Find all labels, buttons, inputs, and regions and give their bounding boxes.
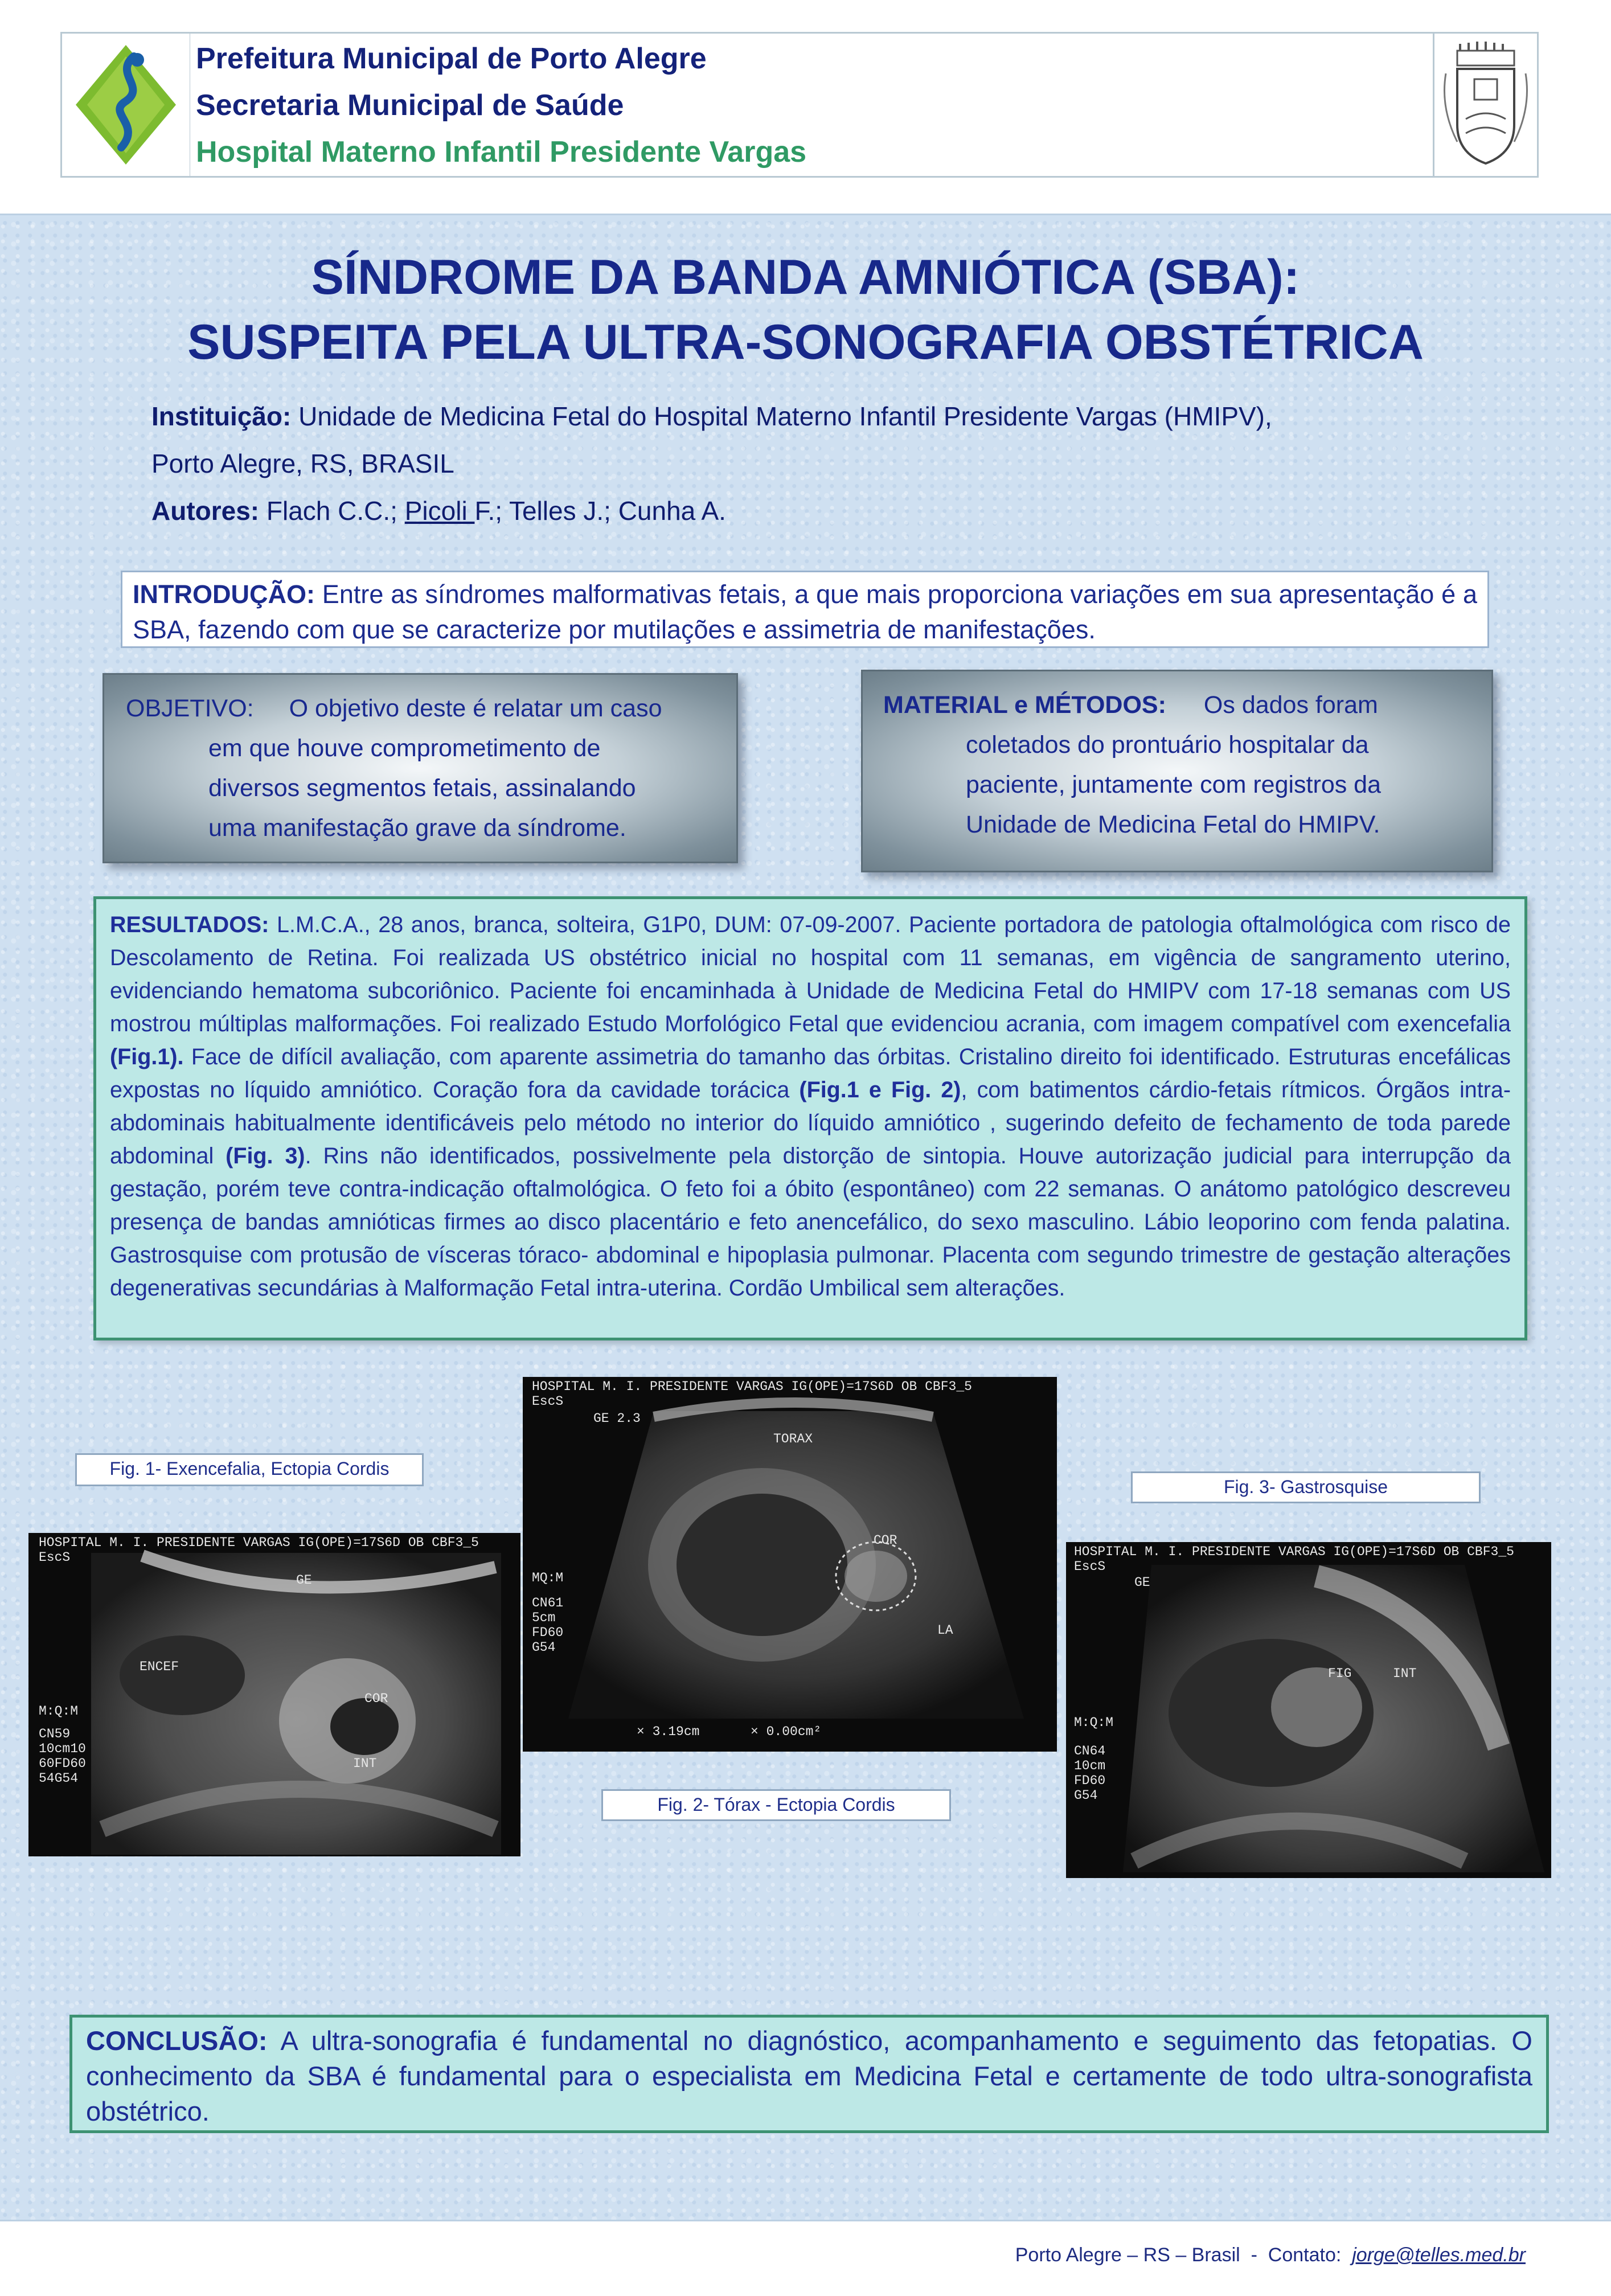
- footer: [0, 2220, 1611, 2296]
- objective-box: [103, 673, 738, 863]
- fig2-mq: MQ:M: [532, 1571, 564, 1585]
- green-diamond-logo-icon: [62, 34, 190, 176]
- results-text-2: Face de difícil avaliação, com aparente assimetria do tamanho das órbitas. Cristalino direito foi identificado. Estruturas encefálicas expostas no líquido amniótico. Coração fora da cavidade torácica: [110, 1044, 1511, 1102]
- introduction-box: [121, 571, 1489, 648]
- title-line-2: SUSPEITA PELA ULTRA-SONOGRAFIA OBSTÉTRICA: [187, 315, 1424, 370]
- institution-authors: [151, 393, 1518, 535]
- fig2-header-text: HOSPITAL M. I. PRESIDENTE VARGAS IG(OPE)=17S6D OB CBF3_5: [532, 1379, 972, 1394]
- methods-line-3: paciente, juntamente com registros da: [966, 771, 1382, 798]
- institution-city: Porto Alegre, RS, BRASIL: [151, 449, 454, 478]
- footer-contact: [1015, 2244, 1526, 2266]
- objective-label: OBJETIVO:: [126, 695, 254, 722]
- authors-text-a: Flach C.C.;: [259, 496, 405, 526]
- title-line-1: SÍNDROME DA BANDA AMNIÓTICA (SBA):: [311, 250, 1300, 305]
- figure-3-caption: Fig. 3- Gastrosquise: [1131, 1471, 1481, 1503]
- contact-email-link[interactable]: jorge@telles.med.br: [1352, 2244, 1526, 2266]
- fig2-measure-1: × 3.19cm: [637, 1724, 700, 1739]
- methods-label: MATERIAL e MÉTODOS:: [883, 691, 1166, 719]
- results-ref-fig1-2: (Fig.1 e Fig. 2): [799, 1077, 961, 1102]
- fig2-label-torax: TORAX: [773, 1432, 813, 1446]
- methods-line-2: coletados do prontuário hospitalar da: [966, 731, 1369, 758]
- objective-line-3: diversos segmentos fetais, assinalando: [208, 774, 636, 802]
- institution-line: [151, 393, 1518, 440]
- city-logo: [1433, 32, 1539, 178]
- objective-text-1: O objetivo deste é relatar um caso: [289, 695, 662, 722]
- fig3-param-2: 10cm: [1074, 1758, 1106, 1773]
- fig1-param-1: CN59: [39, 1727, 71, 1741]
- fig1-esc: EscS: [39, 1550, 71, 1565]
- introduction-text: Entre as síndromes malformativas fetais, a que mais proporciona variações em sua apresentação é a SBA, fazendo com que se caracterize por mutilações e assimetria de manifestações.: [133, 580, 1477, 644]
- conclusion-box: [69, 2015, 1549, 2133]
- results-ref-fig1: (Fig.1).: [110, 1044, 184, 1069]
- results-text-4: . Rins não identificados, possivelmente pela distorção de sintopia. Houve autorização judicial para interrupção da gestação, porém teve contra-indicação oftalmológica. O feto foi a óbito (espontâneo) com 22 semanas. O anátomo patológico descreveu presença de bandas amnióticas firmes ao disco placentário e feto anencefálico, do sexo masculino. Lábio leoporino com fenda palatina. Gastrosquise com protusão de vísceras tóraco- abdominal e hipoplasia pulmonar. Placenta com segundo trimestre de gestação alterações degenerativas secundárias à Malformação Fetal intra-uterina. Cordão Umbilical sem alterações.: [110, 1143, 1511, 1301]
- hospital-logo: [60, 32, 191, 178]
- methods-line-1: [883, 685, 1491, 725]
- fig1-mq: M:Q:M: [39, 1704, 79, 1719]
- ultrasound-image-1: [28, 1533, 520, 1856]
- methods-line-4: Unidade de Medicina Fetal do HMIPV.: [966, 811, 1380, 838]
- ultrasound-figure-2: [523, 1377, 1057, 1752]
- fig2-label-cor: COR: [874, 1533, 897, 1548]
- fig2-ge: GE 2.3: [593, 1411, 641, 1426]
- fig1-param-3: 60FD60: [39, 1756, 86, 1771]
- fig2-param-2: 5cm: [532, 1610, 556, 1625]
- results-box: [93, 896, 1527, 1340]
- institution-label: Instituição:: [151, 401, 292, 431]
- conclusion-text: A ultra-sonografia é fundamental no diagnóstico, acompanhamento e seguimento das fetopatias. O conhecimento da SBA é fundamental para o especialista em Medicina Fetal e certamente de todo ultra-sonografista obstétrico.: [86, 2026, 1532, 2126]
- ultrasound-image-3: [1066, 1542, 1551, 1878]
- authors-line: [151, 487, 1518, 535]
- footer-location: Porto Alegre – RS – Brasil - Contato:: [1015, 2244, 1352, 2266]
- authors-label: Autores:: [151, 496, 260, 526]
- header-text-box: [190, 32, 1538, 178]
- fig1-ge: GE: [296, 1573, 312, 1588]
- city-coat-of-arms-icon: [1434, 34, 1537, 176]
- results-label: RESULTADOS:: [110, 912, 269, 937]
- authors-text-b: F.; Telles J.; Cunha A.: [474, 496, 726, 526]
- fig1-label-cor: COR: [364, 1691, 388, 1706]
- fig3-label-int: INT: [1393, 1666, 1417, 1681]
- objective-line-1: [126, 688, 736, 728]
- conclusion-label: CONCLUSÃO:: [86, 2026, 268, 2056]
- fig3-param-1: CN64: [1074, 1744, 1106, 1758]
- methods-text-1: Os dados foram: [1203, 691, 1378, 719]
- ultrasound-figure-3: [1066, 1542, 1551, 1878]
- fig1-param-4: 54G54: [39, 1771, 79, 1786]
- fig3-ge: GE: [1134, 1575, 1150, 1590]
- fig3-label-fig: FIG: [1328, 1666, 1352, 1681]
- fig3-mq: M:Q:M: [1074, 1715, 1114, 1730]
- header-line-hospital: Hospital Materno Infantil Presidente Vargas: [196, 136, 807, 169]
- fig2-param-4: G54: [532, 1640, 556, 1655]
- fig3-param-4: G54: [1074, 1788, 1098, 1803]
- results-ref-fig3: (Fig. 3): [226, 1143, 305, 1168]
- fig3-param-3: FD60: [1074, 1773, 1106, 1788]
- results-text-1: L.M.C.A., 28 anos, branca, solteira, G1P0, DUM: 07-09-2007. Paciente portadora de patologia oftalmológica com risco de Descolamento de Retina. Foi realizada US obstétrico inicial no hospital com 11 semanas, em vigência de sangramento uterino, evidenciando hematoma subcoriônico. Paciente foi encaminhada à Unidade de Medicina Fetal do HMIPV com 17-18 semanas com US mostrou múltiplas malformações. Foi realizado Estudo Morfológico Fetal que evidenciou acrania, com imagem compatível com exencefalia: [110, 912, 1511, 1036]
- fig2-measure-2: × 0.00cm²: [751, 1724, 822, 1739]
- institution-text: Unidade de Medicina Fetal do Hospital Materno Infantil Presidente Vargas (HMIPV),: [291, 401, 1272, 431]
- fig1-label-int: INT: [353, 1756, 377, 1771]
- introduction-label: INTRODUÇÃO:: [133, 580, 315, 609]
- fig2-param-3: FD60: [532, 1625, 564, 1640]
- methods-box: [861, 670, 1493, 872]
- header-line-prefeitura: Prefeitura Municipal de Porto Alegre: [196, 42, 707, 75]
- fig2-label-la: LA: [937, 1623, 953, 1638]
- figure-1-caption: Fig. 1- Exencefalia, Ectopia Cordis: [75, 1453, 424, 1486]
- figure-2-caption: Fig. 2- Tórax - Ectopia Cordis: [601, 1789, 951, 1821]
- fig2-esc: EscS: [532, 1394, 564, 1409]
- ultrasound-figure-1: [28, 1533, 520, 1856]
- fig2-param-1: CN61: [532, 1596, 564, 1610]
- fig3-esc: EscS: [1074, 1559, 1106, 1574]
- results-text-3: , com batimentos cárdio-fetais rítmicos. Órgãos intra-abdominais habitualmente identificáveis pelo método no interior do líquido amniótico , sugerindo defeito de fechamento de toda parede abdominal: [110, 1077, 1511, 1168]
- objective-line-4: uma manifestação grave da síndrome.: [208, 814, 626, 842]
- authors-underlined: Picoli: [404, 496, 475, 526]
- poster-title: [0, 245, 1611, 375]
- header-line-secretaria: Secretaria Municipal de Saúde: [196, 89, 624, 122]
- fig1-label-encef: ENCEF: [140, 1659, 179, 1674]
- fig3-header-text: HOSPITAL M. I. PRESIDENTE VARGAS IG(OPE)=17S6D OB CBF3_5: [1074, 1544, 1514, 1559]
- fig1-param-2: 10cm10: [39, 1741, 86, 1756]
- objective-line-2: em que houve comprometimento de: [208, 735, 601, 762]
- fig1-header-text: HOSPITAL M. I. PRESIDENTE VARGAS IG(OPE)=17S6D OB CBF3_5: [39, 1535, 479, 1550]
